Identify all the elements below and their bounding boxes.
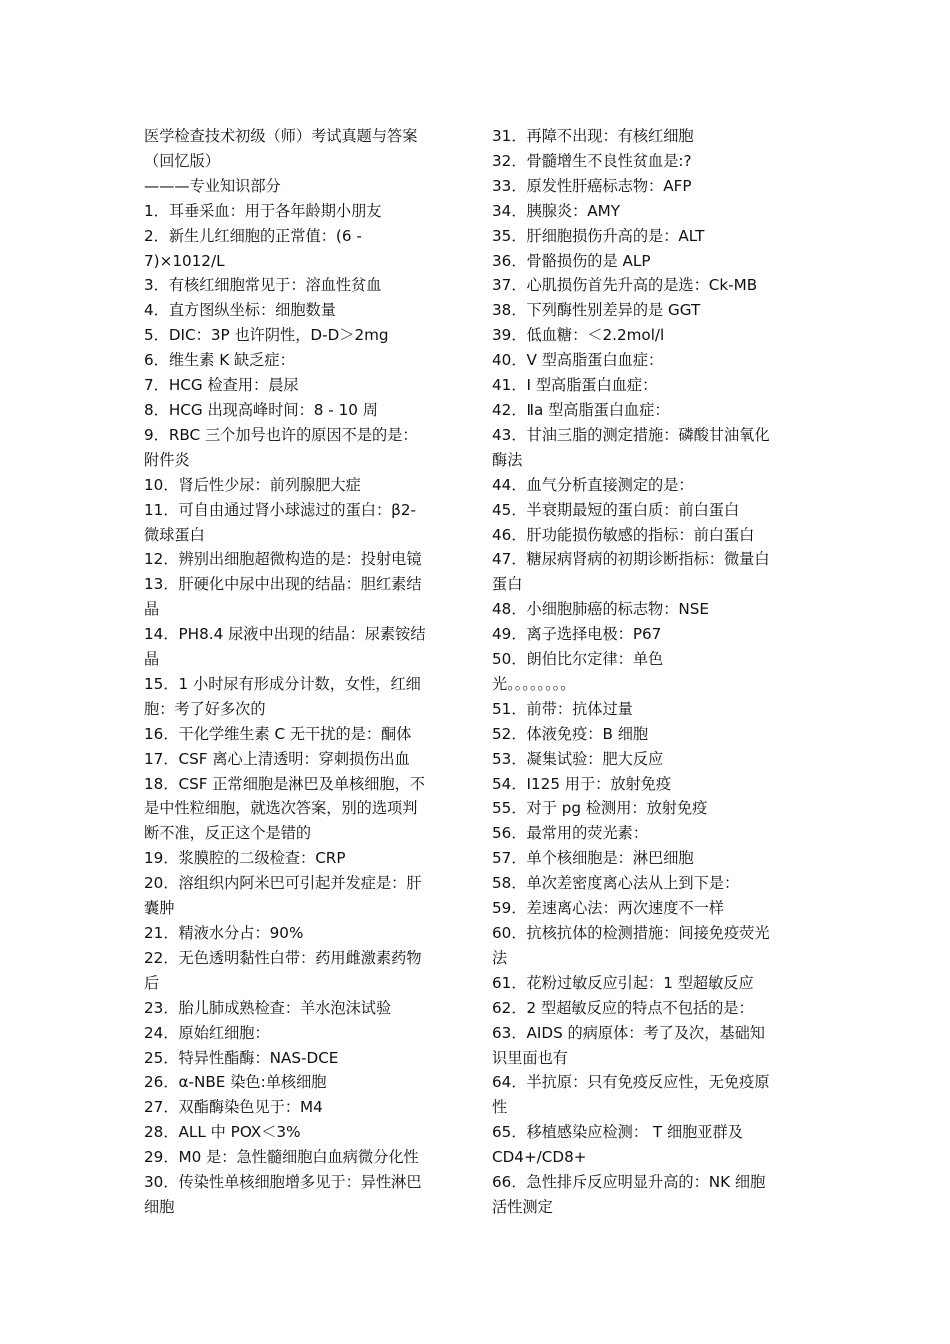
- text-line: 54．I125 用于：放射免疫: [492, 774, 672, 793]
- text-line: CD4+/CD8+: [492, 1148, 587, 1167]
- text-line: 36．骨骼损伤的是 ALP: [492, 251, 651, 270]
- text-line: 40．V 型高脂蛋白血症：: [492, 351, 664, 370]
- text-line: 光。。。。。。。。: [492, 674, 576, 693]
- text-line: 15．1 小时尿有形成分计数，女性，红细: [144, 674, 421, 693]
- text-line: 活性测定: [492, 1197, 553, 1216]
- text-line: 22．无色透明黏性白带：药用雌激素药物: [144, 948, 422, 967]
- text-line: 断不准，反正这个是错的: [144, 824, 312, 843]
- text-line: 24．原始红细胞：: [144, 1023, 270, 1042]
- text-line: 53．凝集试验：肥大反应: [492, 749, 664, 768]
- text-line: 18．CSF 正常细胞是淋巴及单核细胞，不: [144, 774, 425, 793]
- text-line: 4．直方图纵坐标：细胞数量: [144, 301, 336, 320]
- text-line: 33．原发性肝癌标志物：AFP: [492, 176, 692, 195]
- text-line: 43．甘油三脂的测定措施：磷酸甘油氧化: [492, 425, 770, 444]
- text-line: 31．再障不出现：有核红细胞: [492, 127, 694, 145]
- text-line: 56．最常用的荧光素：: [492, 824, 649, 843]
- text-line: 49．离子选择电极：P67: [492, 625, 662, 644]
- text-line: 2．新生儿红细胞的正常值：(6 -: [144, 226, 362, 245]
- left-text-column: [144, 124, 462, 1220]
- text-line: 21．精液水分占：90%: [144, 924, 304, 942]
- text-line: 51．前带：抗体过量: [492, 699, 633, 718]
- text-line: 11．可自由通过肾小球滤过的蛋白：β2-: [144, 500, 416, 519]
- text-line: 30．传染性单核细胞增多见于：异性淋巴: [144, 1173, 422, 1192]
- text-line: 66．急性排斥反应明显升高的：NK 细胞: [492, 1173, 766, 1192]
- text-line: 55．对于 pg 检测用：放射免疫: [492, 799, 708, 818]
- text-line: 45．半衰期最短的蛋白质：前白蛋白: [492, 500, 740, 519]
- text-line: 57．单个核细胞是：淋巴细胞: [492, 849, 694, 868]
- text-line: 医学检查技术初级（师）考试真题与答案: [144, 127, 418, 145]
- text-line: 7．HCG 检查用：晨尿: [144, 376, 299, 395]
- text-line: （回忆版）: [144, 151, 220, 170]
- text-line: 35．肝细胞损伤升高的是：ALT: [492, 226, 705, 245]
- text-line: 12．辨别出细胞超微构造的是：投射电镜: [144, 550, 422, 569]
- text-line: 20．溶组织内阿米巴可引起并发症是：肝: [144, 874, 422, 893]
- text-line: 后: [144, 973, 160, 992]
- text-line: 6．维生素 K 缺乏症：: [144, 351, 295, 370]
- text-line: 28．ALL 中 POX＜3%: [144, 1123, 301, 1142]
- text-line: 胞：考了好多次的: [144, 699, 266, 718]
- text-line: 识里面也有: [492, 1048, 568, 1067]
- text-line: 14．PH8.4 尿液中出现的结晶：尿素铵结: [144, 625, 426, 644]
- text-line: 16．干化学维生素 C 无干扰的是：酮体: [144, 724, 412, 743]
- text-line: 47．糖尿病肾病的初期诊断指标：微量白: [492, 550, 770, 569]
- text-line: 8．HCG 出现高峰时间：8 - 10 周: [144, 400, 378, 419]
- text-line: 48．小细胞肺癌的标志物：NSE: [492, 600, 709, 619]
- text-line: 58．单次差密度离心法从上到下是：: [492, 874, 740, 893]
- text-line: 50．朗伯比尔定律：单色: [492, 650, 664, 669]
- right-text-column: [492, 124, 804, 1220]
- text-line: 60．抗核抗体的检测措施：间接免疫荧光: [492, 924, 770, 942]
- text-line: 61．花粉过敏反应引起：1 型超敏反应: [492, 973, 754, 992]
- text-line: 10．肾后性少尿：前列腺肥大症: [144, 475, 361, 494]
- text-line: 65．移植感染应检测： T 细胞亚群及: [492, 1123, 743, 1142]
- text-line: 59．差速离心法：两次速度不一样: [492, 899, 724, 918]
- text-line: 5．DIC：3P 也许阴性，D-D＞2mg: [144, 326, 389, 345]
- text-line: 晶: [144, 650, 160, 669]
- text-line: 附件炎: [144, 450, 190, 469]
- text-line: 41．I 型高脂蛋白血症：: [492, 376, 658, 395]
- text-line: 25．特异性酯酶：NAS-DCE: [144, 1048, 339, 1067]
- text-line: 细胞: [144, 1197, 175, 1216]
- text-line: 23．胎儿肺成熟检查：羊水泡沫试验: [144, 998, 392, 1017]
- text-line: 26．α-NBE 染色:单核细胞: [144, 1073, 327, 1092]
- text-line: 是中性粒细胞，就选次答案，别的选项判: [144, 799, 418, 818]
- text-line: 17．CSF 离心上清透明：穿刺损伤出血: [144, 749, 410, 768]
- text-line: 性: [492, 1098, 508, 1117]
- text-line: 34．胰腺炎：AMY: [492, 201, 621, 220]
- text-line: 52．体液免疫：B 细胞: [492, 724, 649, 743]
- text-line: 27．双酯酶染色见于：M4: [144, 1098, 323, 1117]
- text-line: 29．M0 是：急性髓细胞白血病微分化性: [144, 1148, 419, 1167]
- text-line: 3．有核红细胞常见于：溶血性贫血: [144, 276, 382, 295]
- text-line: 39．低血糖：＜2.2mol/l: [492, 326, 665, 345]
- text-line: 32．骨髓增生不良性贫血是:?: [492, 151, 692, 170]
- text-line: 37．心肌损伤首先升高的是选：Ck-MB: [492, 276, 758, 295]
- text-line: 19．浆膜腔的二级检查：CRP: [144, 849, 346, 868]
- text-line: 晶: [144, 600, 160, 619]
- text-line: 63．AIDS 的病原体：考了及次，基础知: [492, 1023, 765, 1042]
- text-line: 蛋白: [492, 575, 523, 594]
- text-line: 42．Ⅱa 型高脂蛋白血症：: [492, 400, 670, 419]
- text-line: 13．肝硬化中尿中出现的结晶：胆红素结: [144, 575, 422, 594]
- text-line: 64．半抗原：只有免疫反应性，无免疫原: [492, 1073, 770, 1092]
- text-line: 46．肝功能损伤敏感的指标：前白蛋白: [492, 525, 755, 544]
- text-line: 囊肿: [144, 899, 175, 918]
- text-line: 酶法: [492, 450, 523, 469]
- text-line: 法: [492, 948, 508, 967]
- text-line: 38．下列酶性别差异的是 GGT: [492, 301, 701, 320]
- text-line: 1．耳垂采血：用于各年龄期小朋友: [144, 201, 382, 220]
- text-line: 7)×1012/L: [144, 251, 225, 270]
- text-line: 62．2 型超敏反应的特点不包括的是：: [492, 998, 754, 1017]
- text-line: 9．RBC 三个加号也许的原因不是的是：: [144, 425, 418, 444]
- text-line: 44．血气分析直接测定的是：: [492, 475, 694, 494]
- text-line: ———专业知识部分: [144, 176, 281, 195]
- text-line: 微球蛋白: [144, 525, 205, 544]
